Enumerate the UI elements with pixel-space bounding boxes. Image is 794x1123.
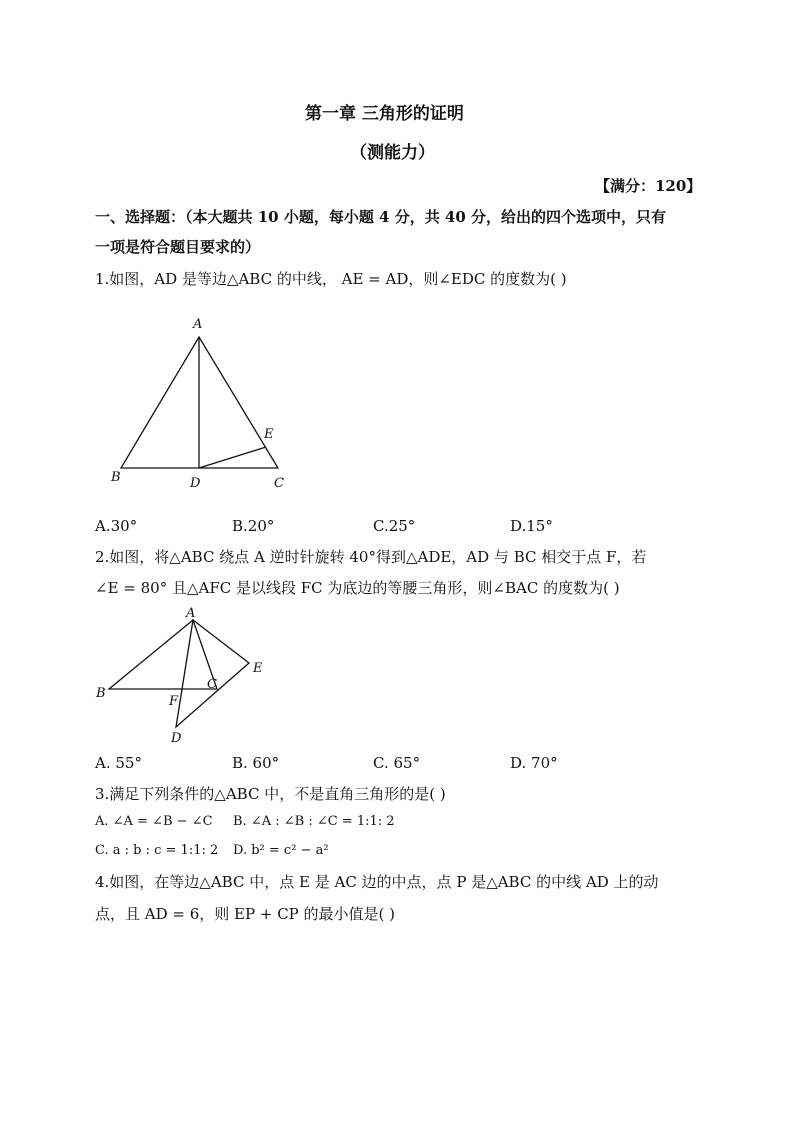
q2-option-c: C. 65° bbox=[373, 754, 421, 772]
q1-label-c: C bbox=[274, 476, 284, 491]
q2-label-a: A bbox=[186, 606, 196, 621]
q1-option-c: C.25° bbox=[373, 517, 416, 535]
section-heading-line2: 一项是符合题目要求的） bbox=[95, 238, 261, 256]
q1-option-b: B.20° bbox=[232, 517, 275, 535]
q1-label-d: D bbox=[190, 476, 201, 491]
q2-option-b: B. 60° bbox=[232, 754, 280, 772]
q2-option-d: D. 70° bbox=[510, 754, 558, 772]
question-2-stem-line2: ∠E = 80° 且△AFC 是以线段 FC 为底边的等腰三角形，则∠BAC 的度数为( ) bbox=[95, 579, 620, 597]
q1-option-a: A.30° bbox=[95, 517, 138, 535]
q1-label-b: B bbox=[111, 470, 121, 485]
question-2-stem-line1: 2.如图，将△ABC 绕点 A 逆时针旋转 40°得到△ADE，AD 与 BC 相交于点 F，若 bbox=[95, 548, 647, 566]
q1-label-e: E bbox=[264, 427, 274, 442]
q1-option-d: D.15° bbox=[510, 517, 553, 535]
question-1-stem: 1.如图，AD 是等边△ABC 的中线， AE = AD，则∠EDC 的度数为( ) bbox=[95, 270, 567, 288]
q2-label-e: E bbox=[253, 661, 263, 676]
q2-option-a: A. 55° bbox=[95, 754, 142, 772]
question-4-stem-line1: 4.如图，在等边△ABC 中，点 E 是 AC 边的中点，点 P 是△ABC 的中线 AD 上的动 bbox=[95, 873, 659, 891]
score-label: 【满分：120】 bbox=[595, 177, 702, 195]
question-3-stem: 3.满足下列条件的△ABC 中，不是直角三角形的是( ) bbox=[95, 785, 446, 803]
q3-option-d: D. b² = c² − a² bbox=[233, 843, 329, 858]
page-title: 第一章 三角形的证明 bbox=[305, 104, 464, 124]
section-heading-line1: 一、选择题：（本大题共 10 小题，每小题 4 分，共 40 分，给出的四个选项中，只有 bbox=[95, 208, 667, 226]
q2-triangle-abc bbox=[109, 620, 217, 689]
q2-label-b: B bbox=[96, 686, 106, 701]
q2-triangle-ade bbox=[176, 620, 249, 727]
q2-label-f: F bbox=[169, 694, 179, 709]
page-subtitle: （测能力） bbox=[350, 143, 435, 163]
q3-option-c: C. a : b : c = 1:1: 2 bbox=[95, 843, 219, 858]
q2-label-c: C bbox=[207, 677, 217, 692]
q1-label-a: A bbox=[193, 317, 203, 332]
question-4-stem-line2: 点，且 AD = 6，则 EP + CP 的最小值是( ) bbox=[95, 905, 396, 923]
q2-label-d: D bbox=[171, 731, 182, 746]
q3-option-a: A. ∠A = ∠B − ∠C bbox=[95, 814, 213, 829]
q3-option-b: B. ∠A : ∠B : ∠C = 1:1: 2 bbox=[233, 814, 395, 829]
